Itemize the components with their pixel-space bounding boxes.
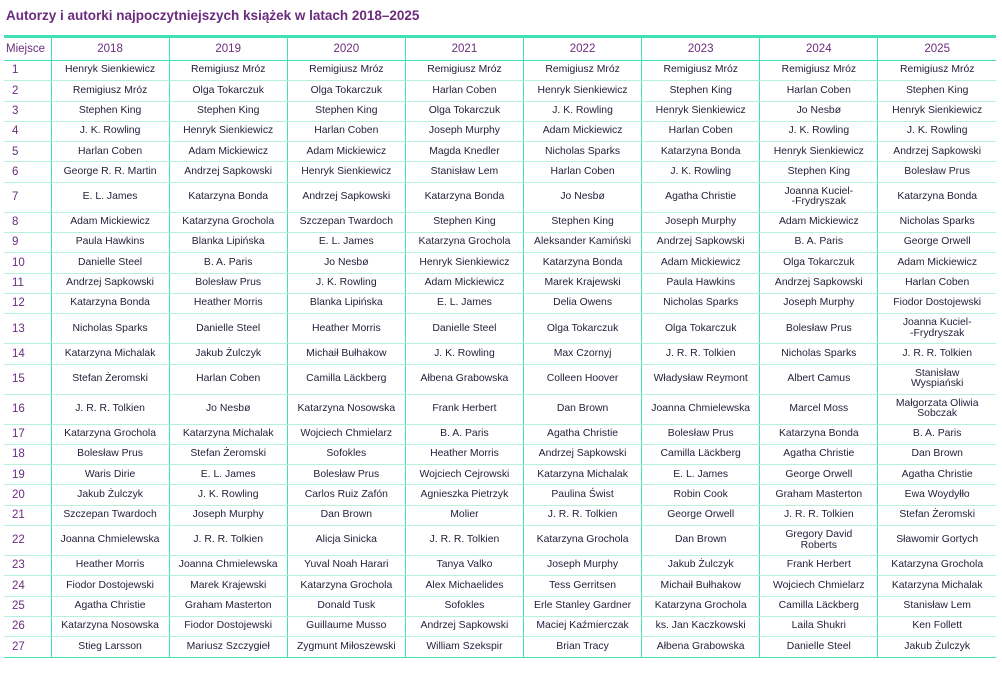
author-cell: Bolesław Prus [642,424,760,444]
author-cell: J. K. Rowling [642,162,760,182]
author-cell: Andrzej Sapkowski [760,273,878,293]
rank-cell: 9 [4,233,51,253]
rank-cell: 16 [4,394,51,424]
author-cell: Joanna Kuciel- -Frydryszak [760,182,878,212]
author-cell: Delia Owens [524,293,642,313]
author-cell: Władysław Reymont [642,364,760,394]
author-cell: Remigiusz Mróz [287,61,405,81]
table-row [4,556,996,576]
table-row [4,182,996,212]
author-cell: Stefan Żeromski [51,364,169,394]
author-cell: Nicholas Sparks [760,344,878,364]
author-cell: Dan Brown [878,444,996,464]
author-cell: Katarzyna Grochola [287,576,405,596]
table-row [4,212,996,232]
author-cell: Heather Morris [169,293,287,313]
author-cell: Małgorzata Oliwia Sobczak [878,394,996,424]
header-cell-place: Miejsce [4,38,51,61]
author-cell: Agnieszka Pietrzyk [405,485,523,505]
author-cell: Camilla Läckberg [760,596,878,616]
table-row [4,81,996,101]
author-cell: Stephen King [169,101,287,121]
author-cell: Adam Mickiewicz [878,253,996,273]
author-cell: Bolesław Prus [169,273,287,293]
rank-cell: 20 [4,485,51,505]
author-cell: J. R. R. Tolkien [524,505,642,525]
rank-cell: 4 [4,121,51,141]
rank-cell: 11 [4,273,51,293]
table-row [4,121,996,141]
author-cell: Sofokles [405,596,523,616]
header-cell-year: 2021 [405,38,523,61]
author-cell: William Szekspir [405,637,523,657]
author-cell: Michaił Bułhakow [642,576,760,596]
author-cell: Jo Nesbø [169,394,287,424]
table-row [4,314,996,344]
author-cell: Katarzyna Bonda [642,142,760,162]
author-cell: Alicja Sinicka [287,526,405,556]
author-cell: Stephen King [51,101,169,121]
author-cell: Stefan Żeromski [169,444,287,464]
author-cell: Frank Herbert [760,556,878,576]
author-cell: Andrzej Sapkowski [51,273,169,293]
author-cell: Olga Tokarczuk [287,81,405,101]
author-cell: Stephen King [760,162,878,182]
author-cell: Katarzyna Grochola [878,556,996,576]
author-cell: Robin Cook [642,485,760,505]
author-cell: Olga Tokarczuk [760,253,878,273]
author-cell: Szczepan Twardoch [51,505,169,525]
table-row [4,526,996,556]
author-cell: Heather Morris [287,314,405,344]
table-row [4,101,996,121]
rank-cell: 17 [4,424,51,444]
table-row [4,424,996,444]
rank-cell: 13 [4,314,51,344]
author-cell: Remigiusz Mróz [524,61,642,81]
header-cell-year: 2020 [287,38,405,61]
author-cell: Mariusz Szczygieł [169,637,287,657]
author-cell: Andrzej Sapkowski [878,142,996,162]
author-cell: Heather Morris [51,556,169,576]
rank-cell: 24 [4,576,51,596]
header-cell-year: 2025 [878,38,996,61]
author-cell: Andrzej Sapkowski [524,444,642,464]
author-cell: Harlan Coben [878,273,996,293]
author-cell: J. K. Rowling [405,344,523,364]
rank-cell: 15 [4,364,51,394]
header-cell-year: 2023 [642,38,760,61]
author-cell: Dan Brown [642,526,760,556]
author-cell: Olga Tokarczuk [524,314,642,344]
author-cell: Colleen Hoover [524,364,642,394]
author-cell: Andrzej Sapkowski [405,616,523,636]
rank-cell: 25 [4,596,51,616]
author-cell: Marek Krajewski [169,576,287,596]
author-cell: Remigiusz Mróz [642,61,760,81]
author-cell: J. R. R. Tolkien [405,526,523,556]
author-cell: J. K. Rowling [878,121,996,141]
author-cell: Adam Mickiewicz [169,142,287,162]
author-cell: Wojciech Chmielarz [760,576,878,596]
rank-cell: 23 [4,556,51,576]
author-cell: B. A. Paris [878,424,996,444]
author-cell: Frank Herbert [405,394,523,424]
author-cell: Fiodor Dostojewski [878,293,996,313]
author-cell: Blanka Lipińska [169,233,287,253]
author-cell: Sofokles [287,444,405,464]
author-cell: Paula Hawkins [642,273,760,293]
table-row [4,394,996,424]
table-row [4,576,996,596]
author-cell: Carlos Ruiz Zafón [287,485,405,505]
rank-cell: 7 [4,182,51,212]
author-cell: Nicholas Sparks [524,142,642,162]
author-cell: Marek Krajewski [524,273,642,293]
author-cell: Danielle Steel [760,637,878,657]
table-row [4,444,996,464]
author-cell: Katarzyna Bonda [524,253,642,273]
author-cell: Zygmunt Miłoszewski [287,637,405,657]
author-cell: Camilla Läckberg [642,444,760,464]
author-cell: Andrzej Sapkowski [642,233,760,253]
author-cell: Katarzyna Michalak [51,344,169,364]
author-cell: Adam Mickiewicz [405,273,523,293]
rank-cell: 6 [4,162,51,182]
author-cell: Agatha Christie [878,465,996,485]
header-row [4,38,996,61]
author-cell: Nicholas Sparks [642,293,760,313]
author-cell: J. K. Rowling [51,121,169,141]
author-cell: Bolesław Prus [760,314,878,344]
author-cell: Henryk Sienkiewicz [878,101,996,121]
author-cell: Henryk Sienkiewicz [524,81,642,101]
author-cell: Graham Masterton [760,485,878,505]
author-cell: Adam Mickiewicz [524,121,642,141]
author-cell: Remigiusz Mróz [405,61,523,81]
rank-cell: 3 [4,101,51,121]
author-cell: Ken Follett [878,616,996,636]
author-cell: Katarzyna Grochola [642,596,760,616]
author-cell: J. K. Rowling [169,485,287,505]
table-row [4,637,996,657]
table-body [4,61,996,658]
author-cell: Nicholas Sparks [878,212,996,232]
author-cell: Stanisław Lem [878,596,996,616]
author-cell: Paulina Świst [524,485,642,505]
author-cell: Harlan Coben [524,162,642,182]
author-cell: J. R. R. Tolkien [169,526,287,556]
ranking-table [4,38,996,658]
author-cell: Stanisław Wyspiański [878,364,996,394]
author-cell: E. L. James [169,465,287,485]
table-row [4,253,996,273]
rank-cell: 5 [4,142,51,162]
author-cell: Katarzyna Grochola [169,212,287,232]
table-row [4,142,996,162]
author-cell: Katarzyna Nosowska [287,394,405,424]
author-cell: B. A. Paris [760,233,878,253]
rank-cell: 14 [4,344,51,364]
author-cell: Henryk Sienkiewicz [287,162,405,182]
author-cell: Olga Tokarczuk [405,101,523,121]
author-cell: Katarzyna Nosowska [51,616,169,636]
author-cell: George Orwell [878,233,996,253]
author-cell: Erle Stanley Gardner [524,596,642,616]
author-cell: Katarzyna Grochola [405,233,523,253]
author-cell: Adam Mickiewicz [760,212,878,232]
author-cell: Stephen King [287,101,405,121]
author-cell: Adam Mickiewicz [642,253,760,273]
author-cell: B. A. Paris [405,424,523,444]
author-cell: Katarzyna Grochola [524,526,642,556]
author-cell: Katarzyna Michalak [524,465,642,485]
author-cell: J. K. Rowling [524,101,642,121]
author-cell: J. R. R. Tolkien [878,344,996,364]
author-cell: E. L. James [287,233,405,253]
author-cell: Camilla Läckberg [287,364,405,394]
author-cell: Joseph Murphy [169,505,287,525]
author-cell: Andrzej Sapkowski [287,182,405,212]
author-cell: Katarzyna Bonda [169,182,287,212]
author-cell: Remigiusz Mróz [878,61,996,81]
author-cell: Remigiusz Mróz [760,61,878,81]
table-row [4,485,996,505]
author-cell: Tess Gerritsen [524,576,642,596]
author-cell: Harlan Coben [760,81,878,101]
author-cell: Olga Tokarczuk [169,81,287,101]
author-cell: Paula Hawkins [51,233,169,253]
author-cell: Joanna Kuciel- -Frydryszak [878,314,996,344]
rank-cell: 21 [4,505,51,525]
author-cell: Henryk Sienkiewicz [51,61,169,81]
rank-cell: 19 [4,465,51,485]
author-cell: Henryk Sienkiewicz [169,121,287,141]
author-cell: Stieg Larsson [51,637,169,657]
author-cell: Katarzyna Bonda [405,182,523,212]
author-cell: Stanisław Lem [405,162,523,182]
author-cell: Michaił Bułhakow [287,344,405,364]
author-cell: Henryk Sienkiewicz [760,142,878,162]
author-cell: Stephen King [524,212,642,232]
author-cell: Heather Morris [405,444,523,464]
author-cell: George Orwell [760,465,878,485]
author-cell: Katarzyna Bonda [878,182,996,212]
author-cell: J. R. R. Tolkien [642,344,760,364]
rank-cell: 2 [4,81,51,101]
author-cell: Laila Shukri [760,616,878,636]
author-cell: Maciej Kaźmierczak [524,616,642,636]
author-cell: Graham Masterton [169,596,287,616]
author-cell: Katarzyna Bonda [51,293,169,313]
author-cell: J. R. R. Tolkien [760,505,878,525]
author-cell: Bolesław Prus [287,465,405,485]
author-cell: Molier [405,505,523,525]
author-cell: B. A. Paris [169,253,287,273]
page-title: Autorzy i autorki najpoczytniejszych książek w latach 2018–2025 [6,8,420,23]
author-cell: Joanna Chmielewska [169,556,287,576]
author-cell: Remigiusz Mróz [169,61,287,81]
author-cell: Dan Brown [524,394,642,424]
author-cell: Ewa Woydyłło [878,485,996,505]
author-cell: Katarzyna Michalak [169,424,287,444]
author-cell: Gregory David Roberts [760,526,878,556]
header-cell-year: 2019 [169,38,287,61]
author-cell: Jo Nesbø [760,101,878,121]
author-cell: Albert Camus [760,364,878,394]
author-cell: Nicholas Sparks [51,314,169,344]
author-cell: Joseph Murphy [405,121,523,141]
author-cell: Stephen King [642,81,760,101]
author-cell: E. L. James [642,465,760,485]
table-row [4,162,996,182]
author-cell: Jo Nesbø [524,182,642,212]
author-cell: E. L. James [405,293,523,313]
author-cell: Henryk Sienkiewicz [642,101,760,121]
author-cell: Max Czornyj [524,344,642,364]
author-cell: Henryk Sienkiewicz [405,253,523,273]
author-cell: Donald Tusk [287,596,405,616]
rank-cell: 10 [4,253,51,273]
author-cell: Joseph Murphy [524,556,642,576]
author-cell: Jakub Żulczyk [642,556,760,576]
author-cell: Danielle Steel [51,253,169,273]
author-cell: Stephen King [405,212,523,232]
rank-cell: 12 [4,293,51,313]
author-cell: Stephen King [878,81,996,101]
author-cell: Alex Michaelides [405,576,523,596]
author-cell: Guillaume Musso [287,616,405,636]
author-cell: Stefan Żeromski [878,505,996,525]
author-cell: Agatha Christie [51,596,169,616]
author-cell: Szczepan Twardoch [287,212,405,232]
author-cell: Ałbena Grabowska [642,637,760,657]
author-cell: Katarzyna Grochola [51,424,169,444]
author-cell: Danielle Steel [405,314,523,344]
author-cell: J. K. Rowling [760,121,878,141]
rank-cell: 18 [4,444,51,464]
author-cell: Joseph Murphy [642,212,760,232]
author-cell: Agatha Christie [760,444,878,464]
author-cell: J. R. R. Tolkien [51,394,169,424]
table-row [4,596,996,616]
author-cell: Agatha Christie [642,182,760,212]
table-row [4,364,996,394]
author-cell: Blanka Lipińska [287,293,405,313]
table-row [4,465,996,485]
author-cell: Jakub Żulczyk [51,485,169,505]
author-cell: J. K. Rowling [287,273,405,293]
table-row [4,273,996,293]
header-cell-year: 2022 [524,38,642,61]
author-cell: Remigiusz Mróz [51,81,169,101]
author-cell: Olga Tokarczuk [642,314,760,344]
author-cell: Magda Knedler [405,142,523,162]
author-cell: Ałbena Grabowska [405,364,523,394]
author-cell: Adam Mickiewicz [51,212,169,232]
author-cell: George Orwell [642,505,760,525]
table-row [4,233,996,253]
author-cell: Harlan Coben [169,364,287,394]
author-cell: Waris Dirie [51,465,169,485]
author-cell: Jakub Żulczyk [169,344,287,364]
table-row [4,616,996,636]
rank-cell: 8 [4,212,51,232]
author-cell: Joseph Murphy [760,293,878,313]
table-row [4,293,996,313]
author-cell: Katarzyna Bonda [760,424,878,444]
author-cell: Marcel Moss [760,394,878,424]
author-cell: Joanna Chmielewska [51,526,169,556]
author-cell: Yuval Noah Harari [287,556,405,576]
author-cell: Bolesław Prus [878,162,996,182]
rank-cell: 27 [4,637,51,657]
author-cell: Danielle Steel [169,314,287,344]
author-cell: Dan Brown [287,505,405,525]
author-cell: Wojciech Cejrowski [405,465,523,485]
author-cell: Katarzyna Michalak [878,576,996,596]
author-cell: Agatha Christie [524,424,642,444]
author-cell: Harlan Coben [642,121,760,141]
table-row [4,61,996,81]
author-cell: George R. R. Martin [51,162,169,182]
author-cell: Harlan Coben [51,142,169,162]
author-cell: Joanna Chmielewska [642,394,760,424]
author-cell: Tanya Valko [405,556,523,576]
author-cell: Wojciech Chmielarz [287,424,405,444]
author-cell: ks. Jan Kaczkowski [642,616,760,636]
author-cell: Brian Tracy [524,637,642,657]
author-cell: Fiodor Dostojewski [51,576,169,596]
table-row [4,505,996,525]
author-cell: Fiodor Dostojewski [169,616,287,636]
author-cell: Adam Mickiewicz [287,142,405,162]
author-cell: Aleksander Kamiński [524,233,642,253]
author-cell: Jo Nesbø [287,253,405,273]
author-cell: Sławomir Gortych [878,526,996,556]
header-cell-year: 2018 [51,38,169,61]
author-cell: Andrzej Sapkowski [169,162,287,182]
table-row [4,344,996,364]
author-cell: E. L. James [51,182,169,212]
rank-cell: 26 [4,616,51,636]
rank-cell: 1 [4,61,51,81]
rank-cell: 22 [4,526,51,556]
author-cell: Bolesław Prus [51,444,169,464]
author-cell: Harlan Coben [287,121,405,141]
author-cell: Harlan Coben [405,81,523,101]
author-cell: Jakub Żulczyk [878,637,996,657]
header-cell-year: 2024 [760,38,878,61]
